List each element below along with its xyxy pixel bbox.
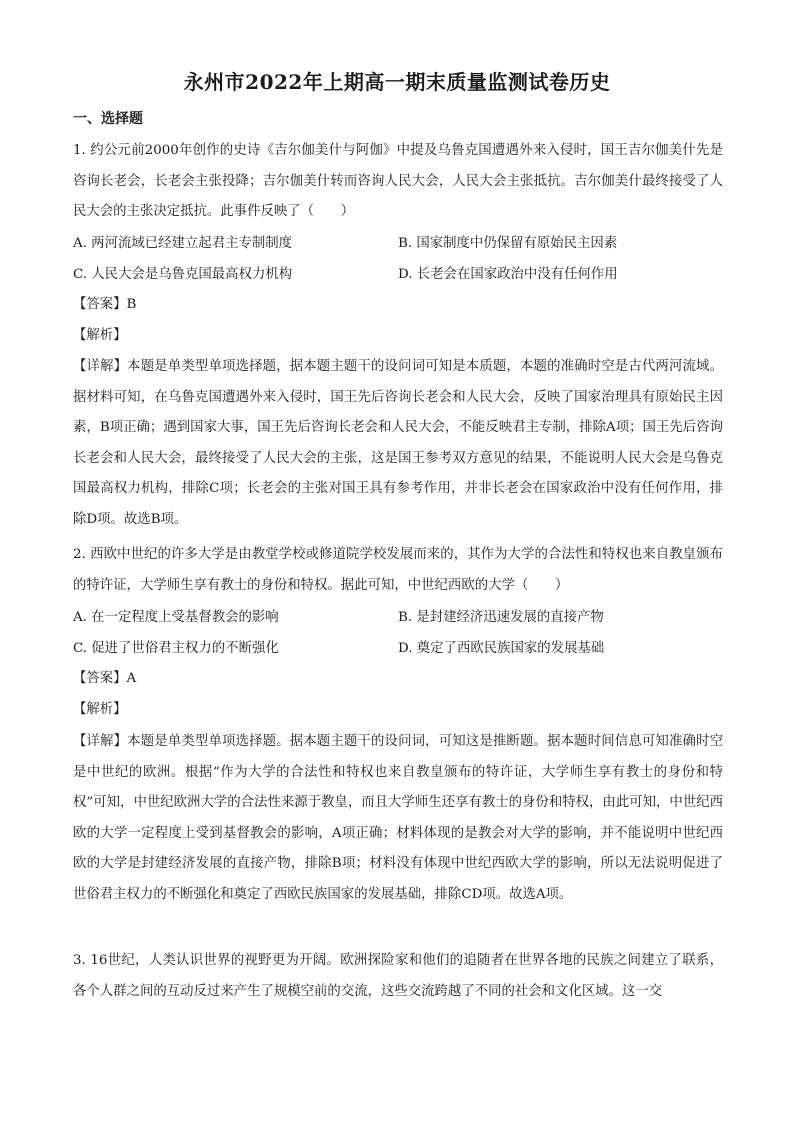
option-b: B. 是封建经济迅速发展的直接产物: [398, 610, 604, 625]
analysis-label: 【解析】: [73, 702, 127, 717]
page-title: 永州市2022年上期高一期末质量监测试卷历史: [183, 70, 611, 94]
option-c: C. 人民大会是乌鲁克国最高权力机构: [73, 267, 293, 282]
question-1-detail: 【详解】本题是单类型单项选择题，据本题主题干的设问词可知是本质题，本题的准确时空是古代两河流域。据材料可知，在乌鲁克国遭遇外来入侵时，国王先后咨询长老会和人民大会，反映了国家治理具有原始民主因素，B项正确；遇到国家大事，国王先后咨询长老会和人民大会，不能反映君主专制，排除A项；国王先后咨询长老会和人民大会，最终接受了人民大会的主张，这是国王参考双方意见的结果，不能说明人民大会是乌鲁克国最高权力机构，排除C项；长老会的主张对国王具有参考作用，并非长老会在国家政治中没有任何作用，排除D项。故选B项。: [73, 359, 723, 527]
question-2-detail: 【详解】本题是单类型单项选择题。据本题主题干的设问词，可知这是推断题。据本题时间信息可知准确时空是中世纪的欧洲。根据“作为大学的合法性和特权也来自教皇颁布的特许证，大学师生享有教士的身份和特权”可知，中世纪欧洲大学的合法性来源于教皇，而且大学师生还享有教士的身份和特权，由此可知，中世纪西欧的大学一定程度上受到基督教会的影响，A项正确；材料体现的是教会对大学的影响，并不能说明中世纪西欧的大学是封建经济发展的直接产物，排除B项；材料没有体现中世纪西欧大学的影响，所以无法说明促进了世俗君主权力的不断强化和奠定了西欧民族国家的发展基础，排除CD项。故选A项。: [73, 734, 723, 902]
question-1-stem: 1. 约公元前2000年创作的史诗《吉尔伽美什与阿伽》中提及乌鲁克国遭遇外来入侵时，国王吉尔伽美什先是咨询长老会，长老会主张投降；吉尔伽美什转而咨询人民大会，人民大会主张抵抗。吉尔伽美什最终接受了人民大会的主张决定抵抗。此事件反映了（ ）: [73, 143, 723, 219]
analysis-label: 【解析】: [73, 328, 127, 343]
option-d: D. 长老会在国家政治中没有任何作用: [398, 267, 618, 282]
option-b: B. 国家制度中仍保留有原始民主因素: [398, 236, 618, 251]
question-1-options: [73, 228, 723, 290]
answer-label: 【答案】A: [73, 671, 137, 686]
question-3-stem: 3. 16世纪，人类认识世界的视野更为开阔。欧洲探险家和他们的追随者在世界各地的民族之间建立了联系，各个人群之间的互动反过来产生了规模空前的交流，这些交流跨越了不同的社会和文化区域。这一交: [73, 953, 723, 999]
option-a: A. 在一定程度上受基督教会的影响: [73, 610, 279, 625]
option-c: C. 促进了世俗君主权力的不断强化: [73, 641, 279, 656]
question-2-stem: 2. 西欧中世纪的许多大学是由教堂学校或修道院学校发展而来的，其作为大学的合法性和特权也来自教皇颁布的特许证，大学师生享有教士的身份和特权。据此可知，中世纪西欧的大学（ ）: [73, 547, 723, 593]
section-heading: 一、选择题: [73, 111, 143, 127]
option-a: A. 两河流域已经建立起君主专制制度: [73, 236, 293, 251]
answer-label: 【答案】B: [73, 297, 137, 312]
option-d: D. 奠定了西欧民族国家的发展基础: [398, 641, 605, 656]
question-2-options: [73, 602, 723, 664]
